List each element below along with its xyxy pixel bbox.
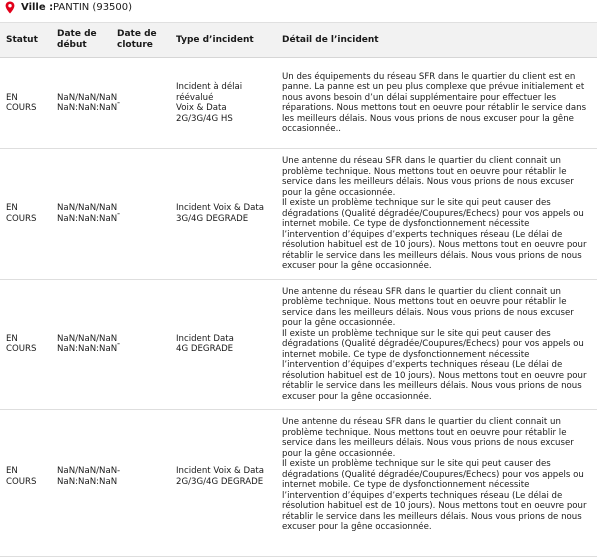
start-date-cell (51, 410, 118, 557)
incident-detail-cell (276, 410, 597, 557)
header-incident-type: Type d’incident (170, 23, 276, 58)
start-date: NaN/NaN/NaN (57, 466, 118, 476)
start-time: NaN:NaN:NaN (57, 476, 118, 487)
status-cell: EN COURS (0, 279, 51, 410)
city-value: PANTIN (93500) (53, 2, 133, 13)
start-date-cell (51, 58, 118, 149)
incident-type-line: 4G DEGRADE (176, 344, 234, 355)
incident-detail-cell (276, 279, 597, 410)
incident-detail-cell (276, 149, 597, 280)
start-time: NaN:NaN:NaN (57, 344, 118, 355)
incident-type-line: Incident à délai réévalué (176, 82, 243, 103)
end-date-cell: - (111, 410, 170, 557)
incident-type-cell (170, 58, 276, 149)
header-status: Statut (0, 23, 51, 58)
start-date: NaN/NaN/NaN (57, 203, 118, 214)
status-cell: EN COURS (0, 149, 51, 280)
incident-detail-text: Une antenne du réseau SFR dans le quartier du client connait un problème technique. Nous mettons tout en oeuvre pour rétablir le service dans les meilleurs délais. Nous vous prions de nous excuser pour la gêne occasionnée. (282, 156, 574, 198)
end-date-cell: - (111, 149, 170, 280)
incident-detail-text: Un des équipements du réseau SFR dans le quartier du client est en panne. La panne est un peu plus complexe que prévue initialement et nous avons besoin d’un délai supplémentaire pour effectuer les réparations. Nous mettons tout en oeuvre pour rétablir le service dans les meilleurs délais. Nous vous prions de nous excuser pour la gêne occasionnée.. (282, 71, 587, 134)
incident-type-line: 3G/4G DEGRADE (176, 213, 249, 224)
header-end-date: Date de cloture (111, 23, 170, 58)
incident-type-line: Incident Data (176, 333, 234, 344)
table-header-row (0, 23, 597, 58)
incident-type-line: 2G/3G/4G HS (176, 113, 233, 124)
start-date: NaN/NaN/NaN (57, 92, 118, 103)
incident-type-line: Voix & Data (176, 103, 227, 113)
end-date-cell: - (111, 58, 170, 149)
incident-detail-text: Une antenne du réseau SFR dans le quartier du client connait un problème technique. Nous mettons tout en oeuvre pour rétablir le service dans les meilleurs délais. Nous vous prions de nous excuser pour la gêne occasionnée. (282, 286, 574, 328)
status-cell: EN COURS (0, 58, 51, 149)
incident-type-cell (170, 149, 276, 280)
end-date-cell: - (111, 279, 170, 410)
status-cell: EN COURS (0, 410, 51, 557)
incident-type-line: Incident Voix & Data (176, 466, 265, 476)
table-row (0, 58, 597, 149)
header-detail: Détail de l’incident (276, 23, 597, 58)
start-date-cell (51, 279, 118, 410)
start-date: NaN/NaN/NaN (57, 333, 118, 344)
incident-table (0, 22, 597, 557)
header-start-date: Date de début (51, 23, 111, 58)
table-row (0, 149, 597, 280)
incident-detail-text: Une antenne du réseau SFR dans le quartier du client connait un problème technique. Nous mettons tout en oeuvre pour rétablir le service dans les meilleurs délais. Nous vous prions de nous excuser pour la gêne occasionnée. (282, 417, 574, 459)
table-row (0, 410, 597, 557)
incident-type-cell (170, 410, 276, 557)
start-time: NaN:NaN:NaN (57, 103, 118, 113)
city-bar (0, 0, 599, 18)
location-pin-icon (5, 1, 15, 14)
incident-type-line: Incident Voix & Data (176, 203, 265, 214)
incident-detail-cell (276, 58, 597, 149)
city-label: Ville : (21, 2, 54, 13)
incident-type-cell (170, 279, 276, 410)
start-date-cell (51, 149, 118, 280)
start-time: NaN:NaN:NaN (57, 213, 118, 224)
incident-detail-extra-text: Il existe un problème technique sur le site qui peut causer des dégradations (Qualité dégradée/Coupures/Echecs) pour vos appels ou internet mobile. Ce type de dysfonctionnement nécessite l’intervention d’équipes d’experts techniques réseau (Le délai de résolution habituel est de 10 jours). Nous mettons tout en oeuvre pour rétablir le service dans les meilleurs délais. Nous vous prions de nous excuser pour la gêne occasionnée. (282, 459, 587, 532)
incident-type-line: 2G/3G/4G DEGRADE (176, 476, 264, 487)
table-row (0, 279, 597, 410)
incident-detail-extra-text: Il existe un problème technique sur le site qui peut causer des dégradations (Qualité dégradée/Coupures/Echecs) pour vos appels ou internet mobile. Ce type de dysfonctionnement nécessite l’intervention d’équipes d’experts techniques réseau (Le délai de résolution habituel est de 10 jours). Nous mettons tout en oeuvre pour rétablir le service dans les meilleurs délais. Nous vous prions de nous excuser pour la gêne occasionnée. (282, 198, 587, 271)
incident-detail-extra-text: Il existe un problème technique sur le site qui peut causer des dégradations (Qualité dégradée/Coupures/Echecs) pour vos appels ou internet mobile. Ce type de dysfonctionnement nécessite l’intervention d’équipes d’experts techniques réseau (Le délai de résolution habituel est de 10 jours). Nous mettons tout en oeuvre pour rétablir le service dans les meilleurs délais. Nous vous prions de nous excuser pour la gêne occasionnée. (282, 328, 587, 402)
